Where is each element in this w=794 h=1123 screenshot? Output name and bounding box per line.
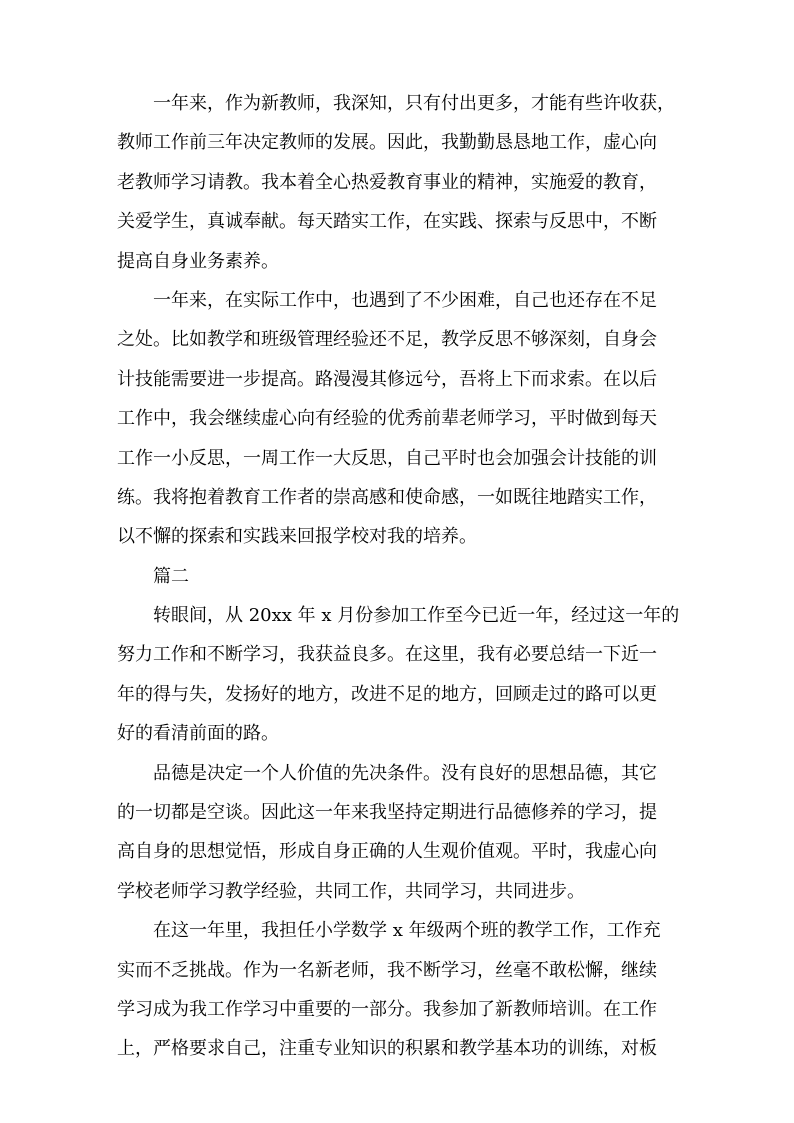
text-line: 年的得与失，发扬好的地方，改进不足的地方，回顾走过的路可以更 bbox=[117, 683, 657, 705]
text-line: 之处。比如教学和班级管理经验还不足，教学反思不够深刻，自身会 bbox=[117, 329, 657, 351]
document-page bbox=[117, 84, 680, 1069]
text-line: 关爱学生，真诚奉献。每天踏实工作，在实践、探索与反思中，不断 bbox=[117, 211, 657, 233]
text-line: 老教师学习请教。我本着全心热爱教育事业的精神，实施爱的教育， bbox=[117, 171, 657, 193]
text-line: 计技能需要进一步提高。路漫漫其修远兮，吾将上下而求索。在以后 bbox=[117, 368, 657, 390]
text-line: 教师工作前三年决定教师的发展。因此，我勤勤恳恳地工作，虚心向 bbox=[117, 132, 657, 154]
text-line: 一年来，作为新教师，我深知，只有付出更多，才能有些许收获， bbox=[117, 93, 675, 114]
text-line: 转眼间，从 20xx 年 x 月份参加工作至今已近一年，经过这一年的 bbox=[117, 605, 680, 627]
section-heading: 篇二 bbox=[153, 565, 189, 587]
text-line: 一年来，在实际工作中，也遇到了不少困难，自己也还存在不足 bbox=[117, 289, 657, 311]
text-line: 的一切都是空谈。因此这一年来我坚持定期进行品德修养的学习，提 bbox=[117, 802, 657, 824]
text-line: 学校老师学习教学经验，共同工作，共同学习，共同进步。 bbox=[117, 880, 585, 902]
text-line: 工作中，我会继续虚心向有经验的优秀前辈老师学习，平时做到每天 bbox=[117, 408, 657, 430]
text-line: 好的看清前面的路。 bbox=[117, 723, 279, 745]
text-line: 品德是决定一个人价值的先决条件。没有良好的思想品德，其它 bbox=[117, 762, 657, 784]
text-line: 实而不乏挑战。作为一名新老师，我不断学习，丝毫不敢松懈，继续 bbox=[117, 959, 657, 981]
text-line: 提高自身业务素养。 bbox=[117, 250, 279, 272]
text-line: 练。我将抱着教育工作者的崇高感和使命感，一如既往地踏实工作， bbox=[117, 486, 657, 508]
text-line: 学习成为我工作学习中重要的一部分。我参加了新教师培训。在工作 bbox=[117, 998, 657, 1020]
text-line: 上，严格要求自己，注重专业知识的积累和教学基本功的训练，对板 bbox=[117, 1038, 657, 1060]
text-line: 以不懈的探索和实践来回报学校对我的培养。 bbox=[117, 526, 477, 548]
text-line: 努力工作和不断学习，我获益良多。在这里，我有必要总结一下近一 bbox=[117, 644, 657, 666]
text-line: 高自身的思想觉悟，形成自身正确的人生观价值观。平时，我虚心向 bbox=[117, 841, 657, 863]
text-line: 工作一小反思，一周工作一大反思，自己平时也会加强会计技能的训 bbox=[117, 447, 657, 469]
text-line: 在这一年里，我担任小学数学 x 年级两个班的教学工作，工作充 bbox=[117, 920, 661, 942]
